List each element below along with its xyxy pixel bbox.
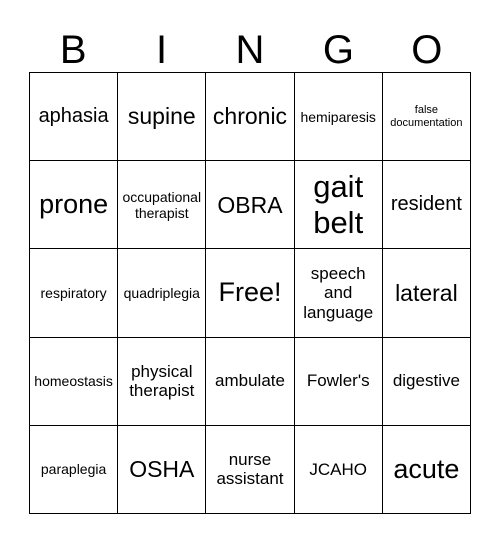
bingo-cell[interactable] [383,249,471,337]
bingo-board [29,72,471,514]
header-letter-b: B [59,28,87,72]
bingo-cell[interactable] [383,426,471,514]
bingo-cell[interactable] [118,338,206,426]
cell-text: resident [390,193,462,216]
cell-text: digestive [392,371,460,391]
cell-text: Fowler's [306,371,370,391]
bingo-cell[interactable] [30,249,118,337]
bingo-cell[interactable] [383,161,471,249]
bingo-cell[interactable] [295,73,383,161]
cell-text: aphasia [38,105,109,128]
bingo-cell[interactable] [383,73,471,161]
cell-text: gait belt [313,169,364,240]
cell-text: false documentation [390,103,463,129]
cell-text: homeostasis [34,373,113,390]
header-letter-g: G [322,28,354,72]
bingo-cell[interactable] [118,249,206,337]
header-letter-i: I [156,28,168,72]
cell-text: ambulate [215,371,285,391]
bingo-cell[interactable] [30,338,118,426]
bingo-cell[interactable] [383,338,471,426]
bingo-cell[interactable] [295,338,383,426]
bingo-cell[interactable] [206,426,294,514]
cell-text: chronic [212,103,288,130]
bingo-cell[interactable] [118,426,206,514]
bingo-cell[interactable] [206,338,294,426]
bingo-cell[interactable] [118,73,206,161]
cell-text: Free! [218,277,282,308]
bingo-cell[interactable] [295,249,383,337]
cell-text: occupational therapist [122,188,202,221]
bingo-cell[interactable] [30,426,118,514]
cell-text: supine [127,103,196,130]
bingo-header [29,28,471,72]
free-space[interactable] [206,249,294,337]
bingo-cell[interactable] [30,73,118,161]
bingo-cell[interactable] [30,161,118,249]
bingo-cell[interactable] [295,161,383,249]
cell-text: hemiparesis [300,108,376,125]
cell-text: paraplegia [40,461,107,478]
cell-text: physical therapist [129,361,195,401]
cell-text: acute [393,453,460,484]
cell-text: nurse assistant [216,449,284,489]
header-letter-o: O [411,28,443,72]
bingo-cell[interactable] [206,73,294,161]
header-letter-n: N [235,28,265,72]
bingo-cell[interactable] [295,426,383,514]
cell-text: lateral [395,279,458,306]
cell-text: speech and language [303,263,374,322]
cell-text: JCAHO [309,459,367,479]
bingo-cell[interactable] [118,161,206,249]
bingo-cell[interactable] [206,161,294,249]
cell-text: OBRA [217,191,283,218]
cell-text: prone [39,189,109,220]
cell-text: OSHA [129,456,195,483]
cell-text: quadriplegia [123,284,200,301]
cell-text: respiratory [40,284,107,301]
